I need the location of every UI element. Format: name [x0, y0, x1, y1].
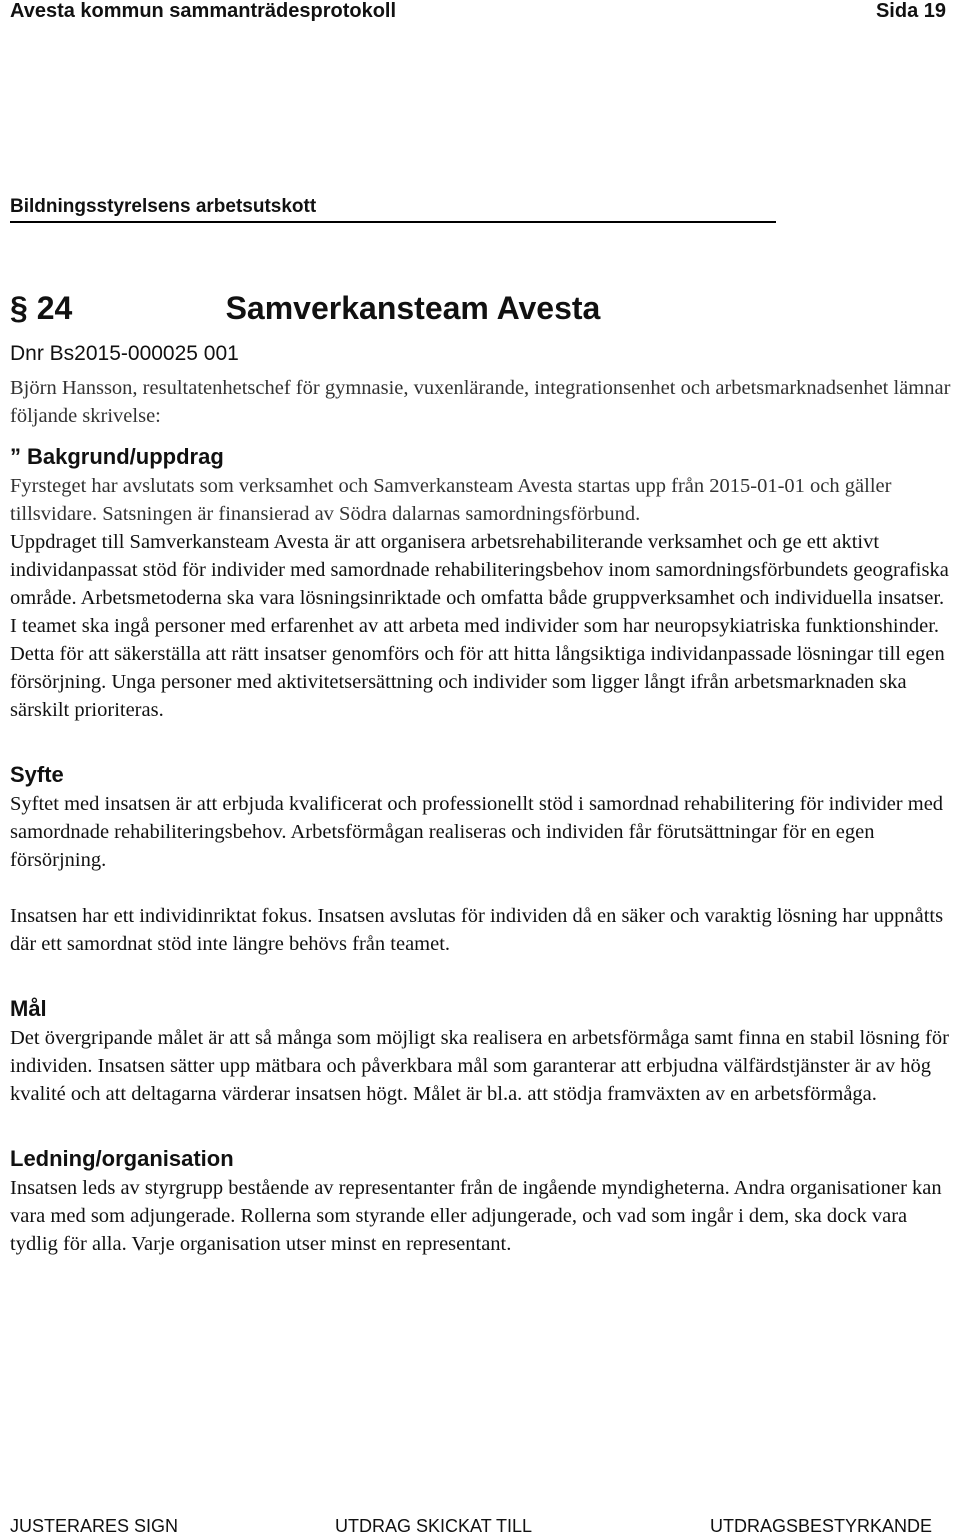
ledning-paragraph: Insatsen leds av styrgrupp bestående av representanter från de ingående myndigheterna. Andra organisationer kan vara med som adjungerade. Rollerna som styrande eller adjungerade, och vad som ingår i dem, ska dock vara tydlig för alla. Varje organisation utser minst en representant. [10, 1177, 942, 1255]
background-paragraph-1: Fyrsteget har avslutats som verksamhet och Samverkansteam Avesta startas upp från 2015-01-01 och gäller tillsvidare. Satsningen är finansierad av Södra dalarnas samordningsförbund. [10, 475, 892, 525]
intro-paragraph: Björn Hansson, resultatenhetschef för gymnasie, vuxenlärande, integrationsenhet och arbetsmarknadsenhet lämnar följande skrivelse: [10, 377, 951, 427]
item-title: Samverkansteam Avesta [225, 290, 601, 326]
page-header [10, 0, 950, 28]
page-number: Sida 19 [875, 0, 946, 22]
document-title: Avesta kommun sammanträdesprotokoll [10, 0, 397, 22]
footer-justerares-sign: JUSTERARES SIGN [10, 1516, 179, 1536]
syfte-heading: Syfte [10, 762, 64, 787]
syfte-paragraph-2: Insatsen har ett individinriktat fokus. Insatsen avslutas för individen då en säker och varaktig lösning har uppnåtts där ett samordnat stöd inte längre behövs från teamet. [10, 905, 944, 955]
item-heading [10, 290, 910, 327]
diary-number: Dnr Bs2015-000025 001 [10, 342, 239, 365]
document-body [10, 374, 954, 1258]
committee-underline [10, 221, 776, 223]
mal-paragraph: Det övergripande målet är att så många som möjligt ska realisera en arbetsförmåga samt finna en stabil lösning för individen. Insatsen sätter upp mätbara och påverkbara mål som garanterar att erbjudna välfärdstjänster är av hög kvalité och att deltagarna värderar insatsen högt. Målet är bl.a. att stödja framväxten av en arbetsförmåga. [10, 1027, 949, 1105]
footer-utdragsbestyrkande: UTDRAGSBESTYRKANDE [709, 1516, 932, 1536]
mal-heading: Mål [10, 996, 47, 1021]
background-paragraph-2: Uppdraget till Samverkansteam Avesta är att organisera arbetsrehabiliterande verksamhet och ge ett aktivt individanpassat stöd för individer med samordnade rehabiliteringsbehov inom samordningsförbundets geografiska område. Arbetsmetoderna ska vara lösningsinriktade och omfatta både gruppverksamhet och individuella insatser. I teamet ska ingå personer med erfarenhet av att arbeta med individer som har neuropsykiatriska funktionshinder. Detta för att säkerställa att rätt insatser genomförs och för att hitta långsiktiga individanpassade lösningar till egen försörjning. Unga personer med aktivitetsersättning och individer som ligger långt ifrån arbetsmarknaden ska särskilt prioriteras. [10, 531, 949, 721]
committee-name: Bildningsstyrelsens arbetsutskott [10, 196, 317, 217]
quote-mark: ” [10, 444, 21, 469]
ledning-heading: Ledning/organisation [10, 1146, 234, 1171]
page-footer [10, 1512, 950, 1536]
background-heading-text: Bakgrund/uppdrag [27, 444, 224, 469]
footer-utdrag-skickat: UTDRAG SKICKAT TILL [335, 1516, 533, 1536]
item-number: 24 [36, 290, 73, 326]
section-mark: § [10, 290, 28, 326]
background-heading [10, 442, 954, 472]
syfte-paragraph-1: Syftet med insatsen är att erbjuda kvalificerat och professionellt stöd i samordnad rehabilitering för individer med samordnade rehabiliteringsbehov. Arbetsförmågan realiseras och individen får förutsättningar för en egen försörjning. [10, 793, 944, 871]
